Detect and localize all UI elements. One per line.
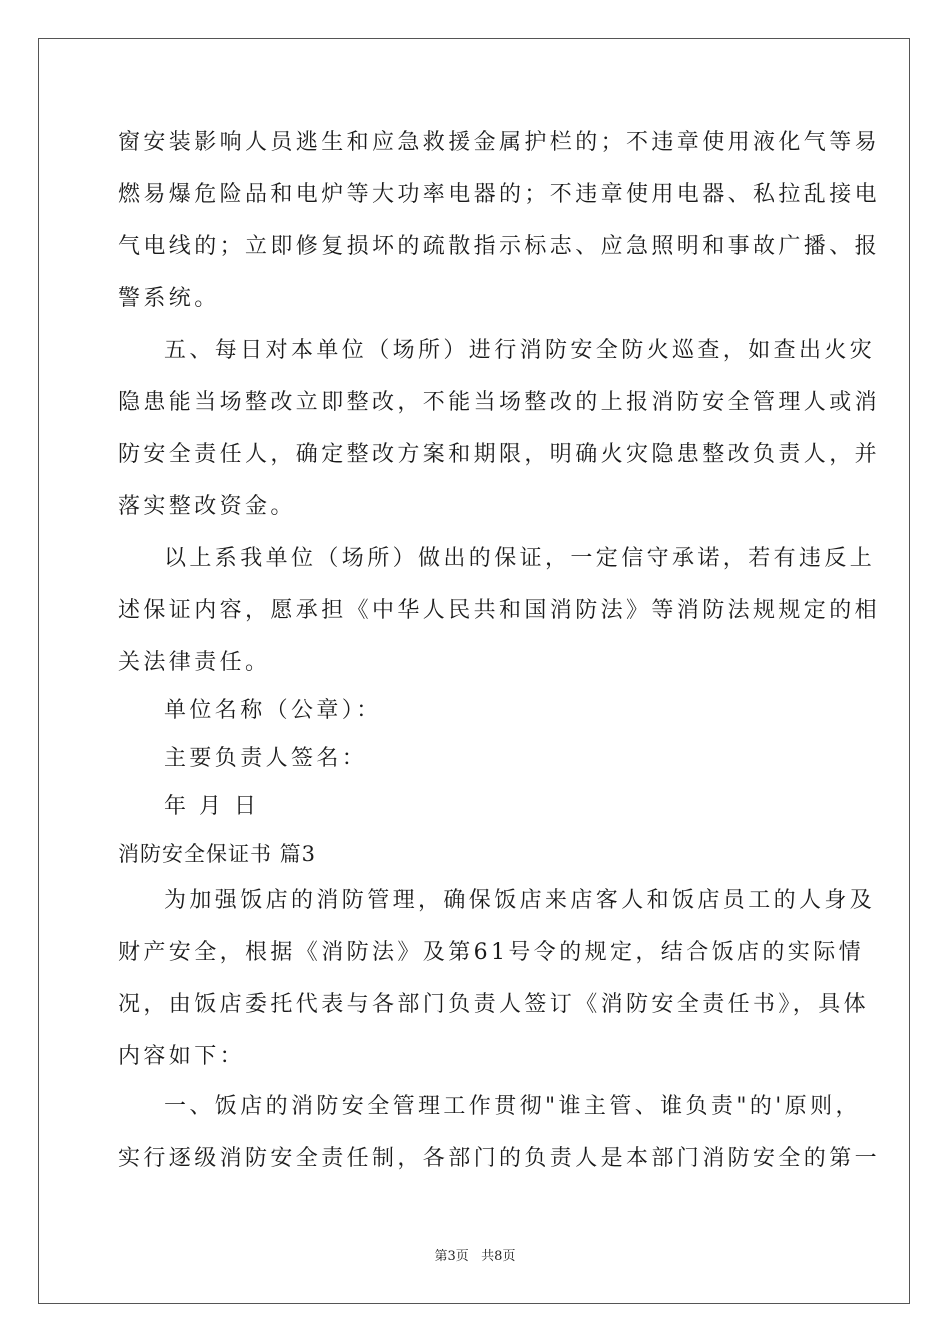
text-line: 实行逐级消防安全责任制，各部门的负责人是本部门消防安全的第一 [118, 1146, 881, 1171]
section-title: 消防安全保证书 篇3 [118, 842, 317, 866]
text-line: 关法律责任。 [118, 650, 271, 675]
text-line: 况，由饭店委托代表与各部门负责人签订《消防安全责任书》，具体 [118, 992, 870, 1017]
signature-unit: 单位名称（公章）： [164, 698, 382, 723]
text-line: 窗安装影响人员逃生和应急救援金属护栏的；不违章使用液化气等易 [118, 130, 881, 155]
text-line: 为加强饭店的消防管理，确保饭店来店客人和饭店员工的人身及 [164, 888, 876, 913]
text-line: 防安全责任人，确定整改方案和期限，明确火灾隐患整改负责人，并 [118, 442, 881, 467]
page-number-footer: 第3页 共8页 [434, 1249, 516, 1264]
text-line: 内容如下： [118, 1044, 246, 1069]
text-line: 燃易爆危险品和电炉等大功率电器的；不违章使用电器、私拉乱接电 [118, 182, 881, 207]
text-line: 述保证内容，愿承担《中华人民共和国消防法》等消防法规规定的相 [118, 598, 881, 623]
text-line: 警系统。 [118, 286, 220, 311]
text-line: 隐患能当场整改立即整改，不能当场整改的上报消防安全管理人或消 [118, 390, 881, 415]
text-line: 落实整改资金。 [118, 494, 296, 519]
text-line: 五、每日对本单位（场所）进行消防安全防火巡查，如查出火灾 [164, 338, 876, 363]
signature-person: 主要负责人签名： [164, 746, 368, 771]
text-line: 一、饭店的消防安全管理工作贯彻"谁主管、谁负责"的'原则， [164, 1094, 861, 1119]
text-line: 以上系我单位（场所）做出的保证，一定信守承诺，若有违反上 [164, 546, 876, 571]
text-line: 财产安全，根据《消防法》及第61号令的规定，结合饭店的实际情 [118, 940, 864, 965]
text-line: 气电线的；立即修复损坏的疏散指示标志、应急照明和事故广播、报 [118, 234, 881, 259]
signature-date: 年 月 日 [164, 794, 256, 819]
